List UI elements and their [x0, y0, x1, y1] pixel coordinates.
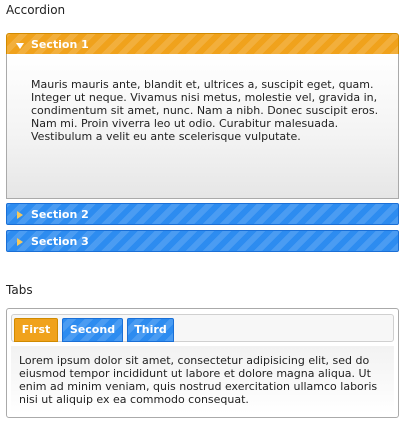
accordion-section-2-label: Section 2 — [31, 208, 89, 221]
tab-third[interactable]: Third — [127, 318, 174, 342]
tab-first[interactable]: First — [14, 318, 58, 342]
accordion-heading: Accordion — [6, 3, 66, 17]
accordion-section-1-panel — [6, 54, 399, 199]
tab-panel-text: Lorem ipsum dolor sit amet, consectetur adipisicing elit, sed do eiusmod tempor incididunt ut labore et dolore magna aliqua. Ut enim ad minim veniam, quis nostrud exercitation ullamco laboris nisi ut aliquip ex ea commodo consequat. — [19, 354, 378, 406]
accordion-section-1-label: Section 1 — [31, 38, 89, 51]
triangle-right-icon — [17, 238, 23, 246]
accordion-panel-text: Mauris mauris ante, blandit et, ultrices a, suscipit eget, quam. Integer ut neque. Vivamus nisi metus, molestie vel, gravida in, condimentum sit amet, nunc. Nam a nibh. Donec suscipit eros. Nam mi. Proin viverra leo ut odio. Curabitur malesuada. Vestibulum a velit eu ante scelerisque vulputate. — [31, 78, 379, 143]
accordion-section-2-header[interactable] — [6, 203, 399, 225]
tab-panel — [11, 346, 394, 414]
accordion-section-3-label: Section 3 — [31, 235, 89, 248]
accordion-section-1-header[interactable] — [6, 33, 399, 55]
accordion-section-3-header[interactable] — [6, 230, 399, 252]
triangle-down-icon — [16, 43, 24, 49]
tabs-heading: Tabs — [6, 283, 33, 297]
tab-second[interactable]: Second — [62, 318, 123, 342]
tabs-widget — [6, 308, 399, 418]
tab-bar — [11, 314, 394, 342]
triangle-right-icon — [17, 211, 23, 219]
